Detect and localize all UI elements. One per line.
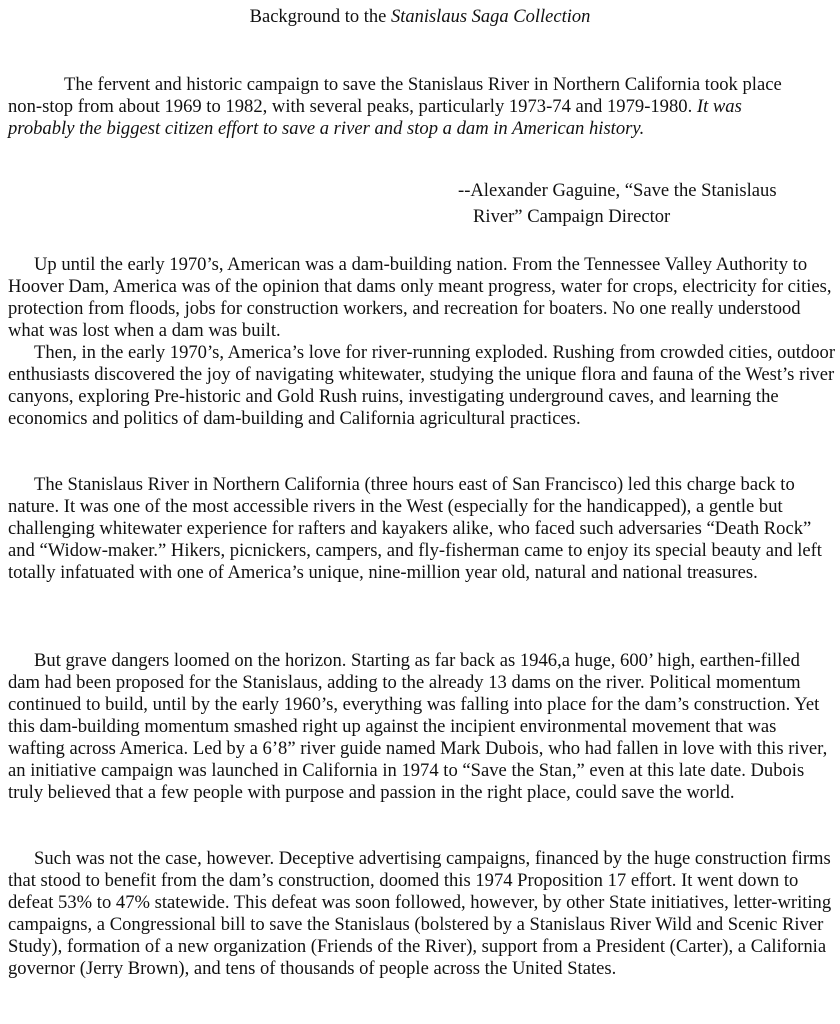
intro-text: The fervent and historic campaign to save the Stanislaus River in Northern California took place non-stop from about 1969 to 1982, with several peaks, particularly 1973-74 and 1979-1980.	[8, 74, 782, 117]
title-italic: Stanislaus Saga Collection	[390, 7, 591, 27]
body-paragraph-3: The Stanislaus River in Northern California (three hours east of San Francisco) led this charge back to nature. It was one of the most accessible rivers in the West (especially for the handicapped), a gentle but challenging whitewater experience for rafters and kayakers alike, who faced such adversaries “Death Rock” and “Widow-maker.” Hikers, picnickers, campers, and fly-fisherman came to enjoy its special beauty and left totally infatuated with one of America’s unique, nine-million year old, natural and national treasures.	[8, 474, 822, 583]
quote-attribution	[458, 178, 828, 230]
title-prefix: Background to the	[249, 7, 391, 27]
body-paragraph-4: But grave dangers loomed on the horizon. Starting as far back as 1946,a huge, 600’ high, earthen-filled dam had been proposed for the Stanislaus, adding to the already 13 dams on the river. Political momentum continued to build, until by the early 1960’s, everything was falling into place for the dam’s construction. Yet this dam-building momentum smashed right up against the incipient environmental movement that was wafting across America. Led by a 6’8” river guide named Mark Dubois, who had fallen in love with this river, an initiative campaign was launched in California in 1974 to “Save the Stan,” even at this late date. Dubois truly believed that a few people with purpose and passion in the right place, could save the world.	[8, 650, 828, 803]
intro-italic: It was probably the biggest citizen effort to save a river and stop a dam in American history.	[8, 96, 742, 139]
attribution-line-2: River” Campaign Director	[473, 206, 671, 227]
intro-paragraph	[8, 74, 808, 140]
body-paragraph-5: Such was not the case, however. Deceptive advertising campaigns, financed by the huge construction firms that stood to benefit from the dam’s construction, doomed this 1974 Proposition 17 effort. It went down to defeat 53% to 47% statewide. This defeat was soon followed, however, by other State initiatives, letter-writing campaigns, a Congressional bill to save the Stanislaus (bolstered by a Stanislaus River Wild and Scenic River Study), formation of a new organization (Friends of the River), support from a President (Carter), a California governor (Jerry Brown), and tens of thousands of people across the United States.	[8, 848, 832, 979]
document-title	[0, 6, 840, 28]
body-paragraph-1: Up until the early 1970’s, American was a dam-building nation. From the Tennessee Valley Authority to Hoover Dam, America was of the opinion that dams only meant progress, water for crops, electricity for cities, protection from floods, jobs for construction workers, and recreation for boaters. No one really understood what was lost when a dam was built.	[8, 254, 832, 341]
body-paragraph-2: Then, in the early 1970’s, America’s love for river-running exploded. Rushing from crowded cities, outdoor enthusiasts discovered the joy of navigating whitewater, studying the unique flora and fauna of the West’s river canyons, exploring Pre-historic and Gold Rush ruins, investigating underground caves, and learning the economics and politics of dam-building and California agricultural practices.	[8, 342, 836, 429]
attribution-line-1: --Alexander Gaguine, “Save the Stanislaus	[458, 180, 777, 201]
